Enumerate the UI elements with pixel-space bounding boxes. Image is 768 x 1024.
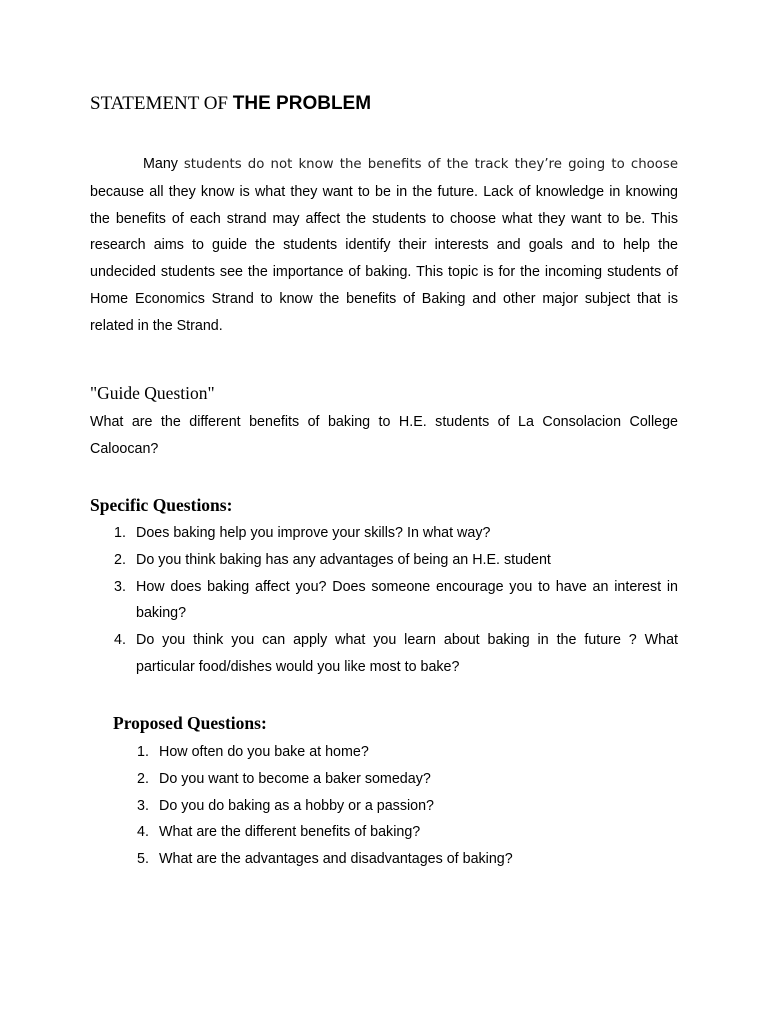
list-item — [137, 793, 678, 820]
specific-questions-heading: Specific Questions: — [90, 495, 233, 515]
proposed-questions-heading: Proposed Questions: — [113, 713, 267, 733]
list-item — [137, 766, 678, 793]
list-item-text: What are the different benefits of baking? — [159, 824, 421, 841]
guide-question-text: What are the different benefits of baking to H.E. students of La Consolacion College Caloocan? — [90, 414, 678, 457]
list-number: 4. — [114, 632, 126, 649]
list-number: 2. — [114, 551, 126, 568]
list-item-text: How often do you bake at home? — [159, 744, 369, 760]
list-number: 4. — [137, 824, 149, 841]
intro-lead-1: Many — [143, 156, 184, 172]
list-item — [114, 547, 678, 574]
list-item — [137, 819, 678, 846]
list-item-text: What are the advantages and disadvantages of baking? — [159, 851, 513, 868]
title-part-1: STATEMENT OF — [90, 93, 233, 114]
title-part-2: THE PROBLEM — [232, 93, 372, 114]
specific-questions-list — [114, 520, 678, 681]
proposed-questions-list — [137, 739, 678, 873]
list-item-text: Do you do baking as a hobby or a passion? — [159, 797, 435, 814]
list-number: 3. — [137, 797, 149, 814]
list-item-text: Do you think you can apply what you learn about baking in the future ? What particular food/dishes would you like most to bake? — [136, 632, 678, 675]
list-number: 2. — [137, 770, 149, 787]
list-number: 3. — [114, 578, 126, 595]
page-title — [90, 92, 371, 116]
list-item — [137, 739, 678, 766]
intro-paragraph — [90, 151, 678, 340]
list-number: 1. — [114, 525, 126, 541]
list-item — [114, 574, 678, 628]
intro-lead-2: students do not know the benefits of the track they’re going to choose — [183, 157, 679, 172]
list-item-text: Does baking help you improve your skills? In what way? — [136, 525, 491, 541]
list-number: 1. — [137, 744, 149, 760]
list-item-text: Do you think baking has any advantages of being an H.E. student — [136, 551, 551, 568]
list-item-text: How does baking affect you? Does someone encourage you to have an interest in baking? — [136, 578, 678, 622]
guide-question-heading: "Guide Question" — [90, 383, 215, 403]
list-item — [114, 627, 678, 681]
list-number: 5. — [137, 851, 149, 868]
list-item — [137, 846, 678, 873]
intro-body: because all they know is what they want to be in the future. Lack of knowledge in knowing the benefits of each strand may affect the students to choose what they want to be. This research aims to guide the students identify their interests and goals and to help the undecided students see the importance of baking. This topic is for the incoming students of Home Economics Strand to know the benefits of Baking and other major subject that is related in the Strand. — [90, 183, 678, 334]
list-item — [114, 520, 678, 547]
list-item-text: Do you want to become a baker someday? — [159, 770, 431, 787]
